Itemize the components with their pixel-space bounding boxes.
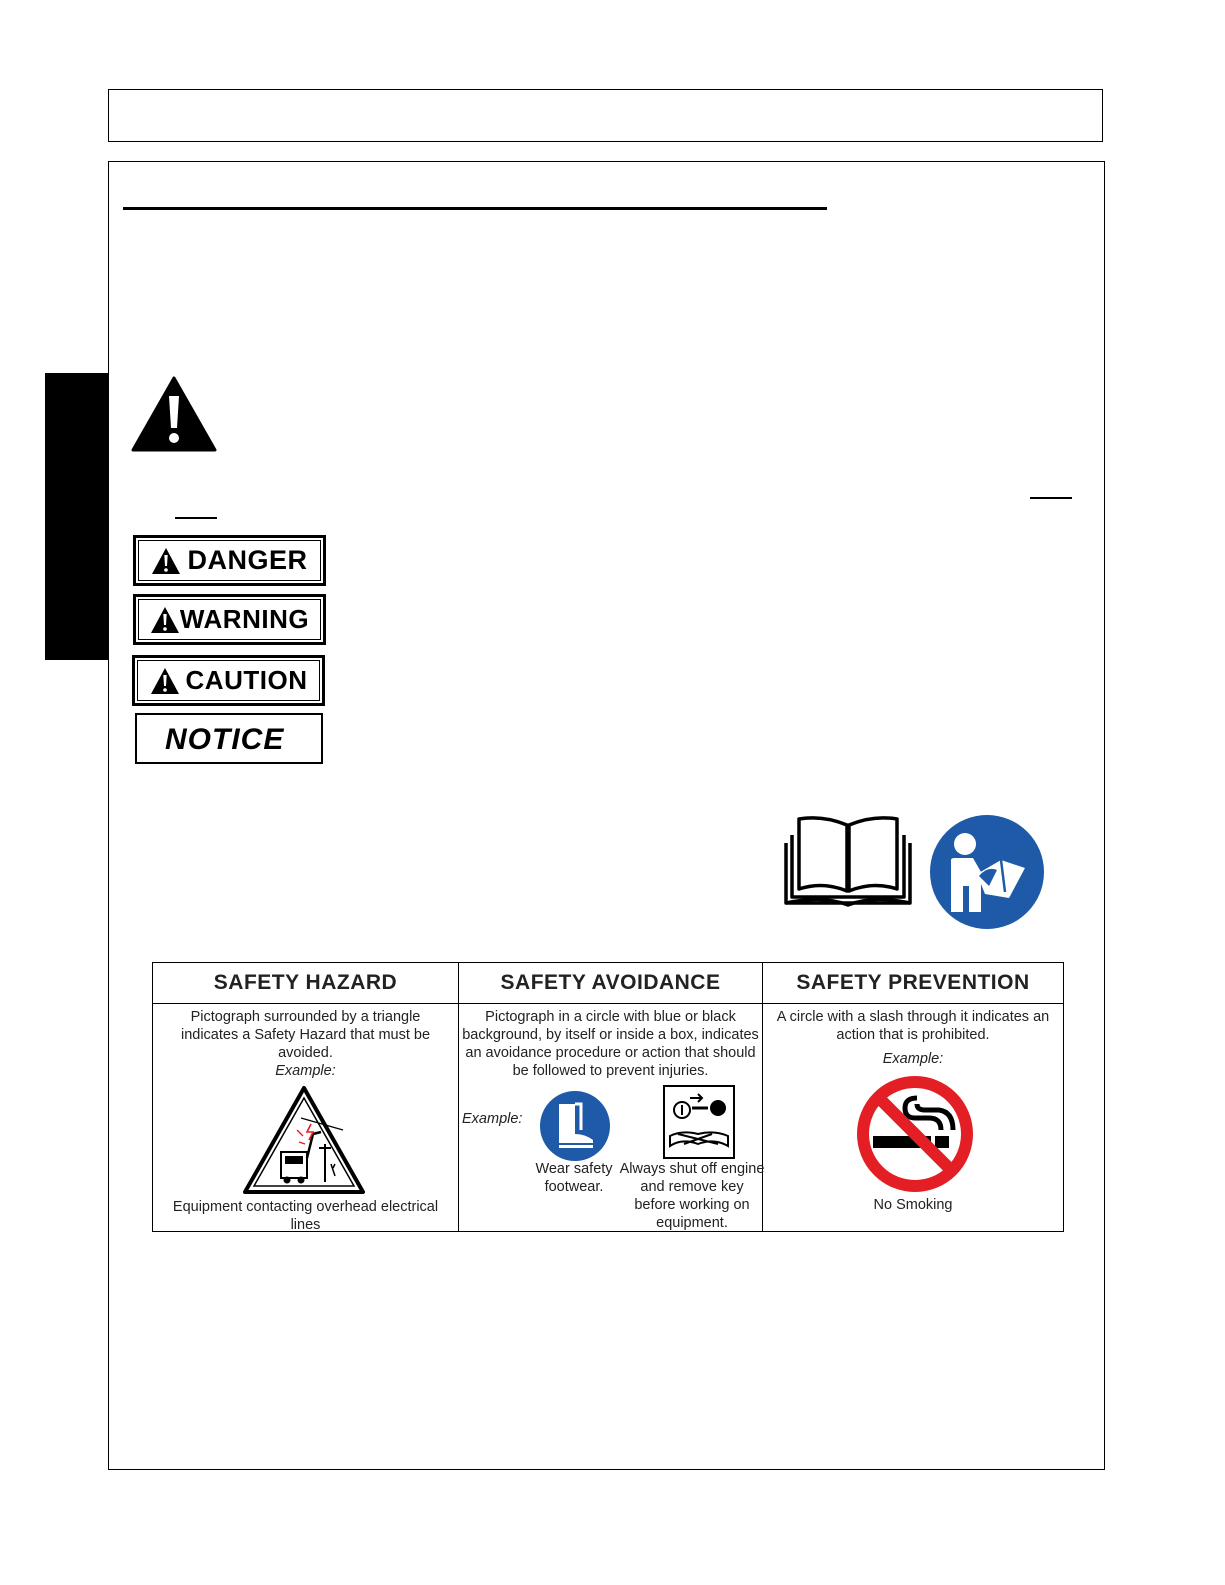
danger-word: DANGER	[187, 545, 308, 575]
notice-word: NOTICE	[165, 723, 285, 756]
safety-hazard-cell	[153, 1004, 459, 1232]
footwear-caption: Wear safety footwear.	[535, 1161, 613, 1195]
boot-icon	[539, 1090, 611, 1162]
safety-alert-icon	[151, 547, 181, 575]
hazard-example-label: Example:	[275, 1063, 336, 1079]
prevention-caption: No Smoking	[873, 1197, 953, 1213]
section-title-rule	[123, 207, 827, 210]
page-header-box	[108, 89, 1103, 142]
no-smoking-icon	[855, 1074, 975, 1194]
key-shutoff-icon	[662, 1084, 736, 1160]
warning-signal-label	[133, 594, 326, 645]
caution-word: CAUTION	[185, 665, 308, 695]
safety-alert-icon	[131, 376, 217, 452]
section-side-tab	[45, 373, 108, 660]
prevention-example-label: Example:	[882, 1051, 944, 1067]
manual-book-icon	[783, 815, 913, 907]
hazard-caption: Equipment contacting overhead electrical lines	[172, 1199, 439, 1233]
prevention-description: A circle with a slash through it indicates an action that is prohibited.	[776, 1009, 1050, 1043]
caution-signal-label	[132, 655, 325, 706]
hazard-description: Pictograph surrounded by a triangle indicates a Safety Hazard that must be avoided.	[180, 1009, 431, 1061]
safety-avoidance-cell	[459, 1004, 763, 1232]
read-manual-icon	[929, 814, 1045, 930]
text-underline	[175, 517, 217, 519]
avoidance-description: Pictograph in a circle with blue or black background, by itself or inside a box, indicates an avoidance procedure or action that should be followed to prevent injuries.	[462, 1009, 759, 1079]
notice-signal-label	[135, 713, 323, 764]
shutoff-caption: Always shut off engine and remove key before working on equipment.	[619, 1161, 765, 1231]
safety-avoidance-header: SAFETY AVOIDANCE	[459, 963, 763, 1004]
text-underline	[1030, 497, 1072, 499]
warning-word: WARNING	[179, 604, 310, 634]
danger-signal-label	[133, 535, 326, 586]
safety-prevention-header: SAFETY PREVENTION	[763, 963, 1064, 1004]
safety-prevention-cell	[763, 1004, 1064, 1232]
safety-hazard-header: SAFETY HAZARD	[153, 963, 459, 1004]
safety-alert-icon	[150, 606, 180, 634]
avoidance-example-label: Example:	[462, 1111, 523, 1127]
electrical-hazard-icon	[241, 1084, 367, 1196]
safety-sign-table	[152, 962, 1064, 1232]
safety-alert-icon	[150, 667, 180, 695]
